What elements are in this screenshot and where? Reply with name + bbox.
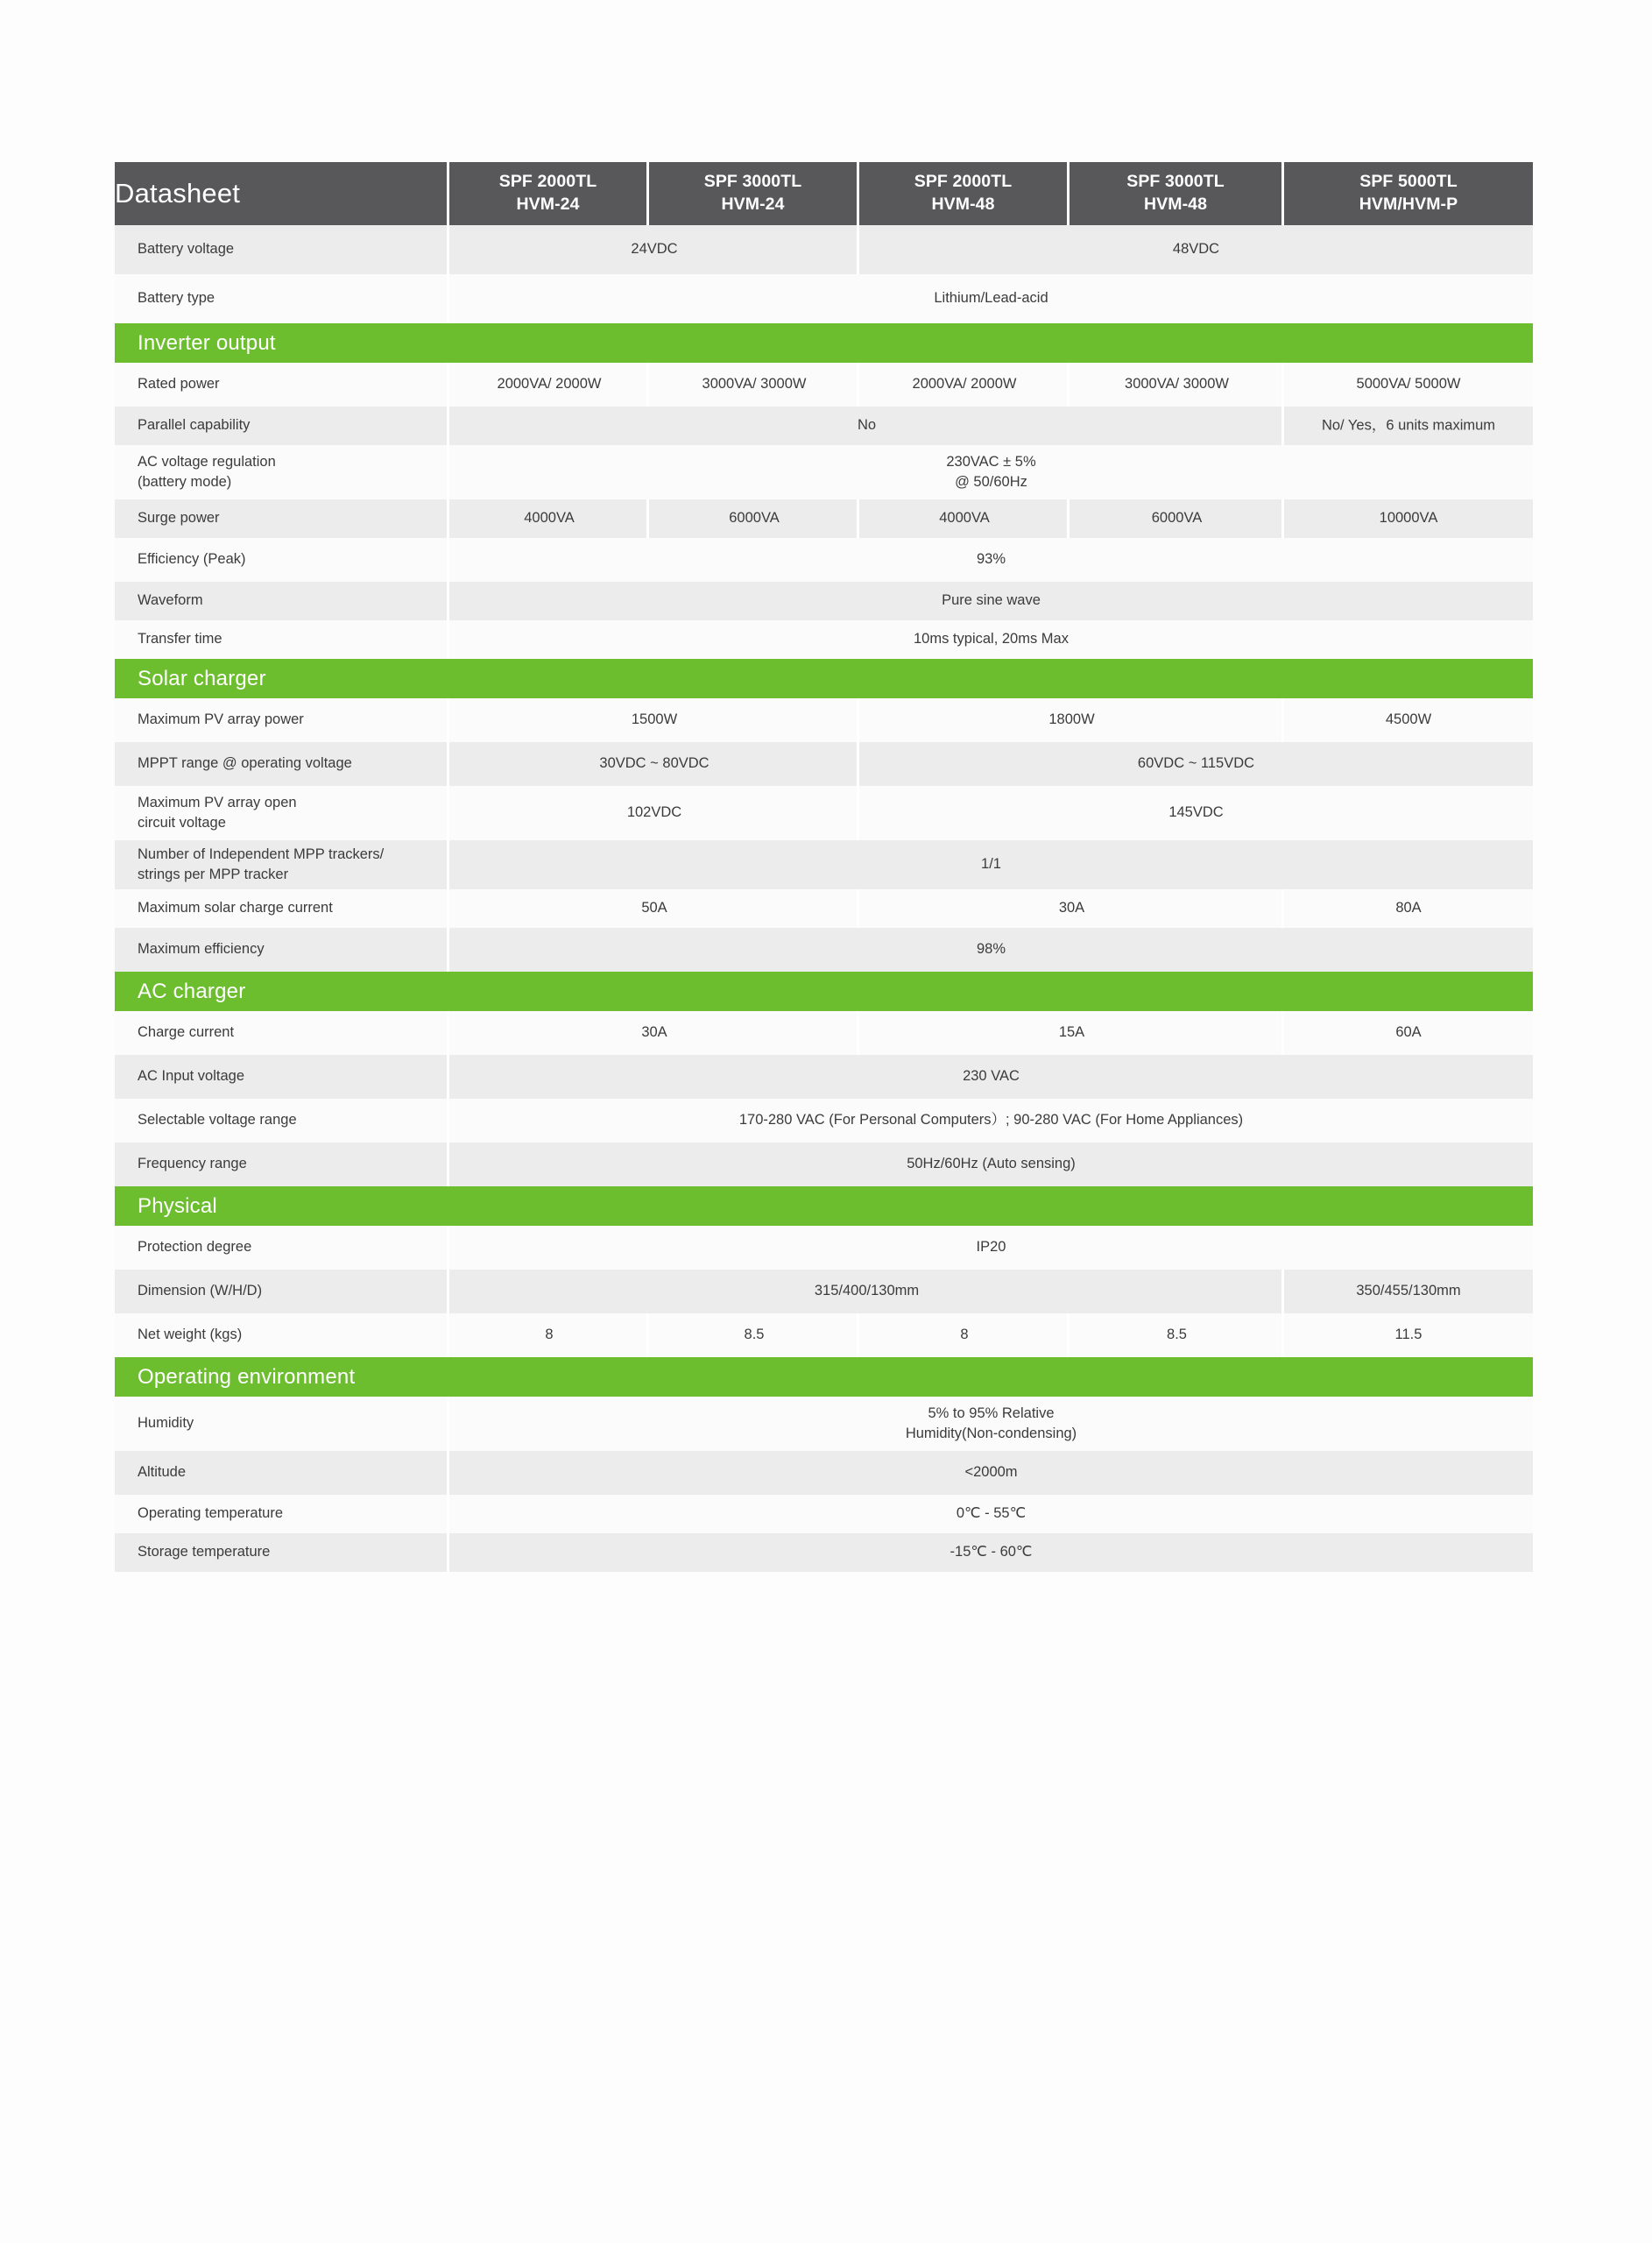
cell-rated-power-5: 5000VA/ 5000W bbox=[1284, 363, 1533, 407]
row-label-rated-power: Rated power bbox=[115, 363, 449, 407]
table-row bbox=[115, 1226, 1533, 1270]
cell-battery-voltage-24v: 24VDC bbox=[449, 225, 859, 274]
cell-rated-power-4: 3000VA/ 3000W bbox=[1070, 363, 1284, 407]
cell-max-solar-charge-current-30a: 30A bbox=[859, 889, 1284, 928]
cell-parallel-capability-no: No bbox=[449, 407, 1284, 445]
cell-surge-power-1: 4000VA bbox=[449, 499, 649, 538]
table-row bbox=[115, 538, 1533, 582]
section-header-solar-charger bbox=[115, 659, 1533, 698]
section-label: Inverter output bbox=[115, 323, 1533, 363]
row-label-operating-temperature: Operating temperature bbox=[115, 1495, 449, 1533]
cell-max-pv-array-power-1800: 1800W bbox=[859, 698, 1284, 742]
table-row bbox=[115, 1011, 1533, 1055]
model-header-5 bbox=[1284, 162, 1533, 225]
table-row bbox=[115, 499, 1533, 538]
row-label-efficiency-peak: Efficiency (Peak) bbox=[115, 538, 449, 582]
cell-waveform: Pure sine wave bbox=[449, 582, 1533, 620]
model-1-line1: SPF 2000TL bbox=[498, 172, 597, 192]
model-2-line1: SPF 3000TL bbox=[703, 172, 802, 192]
cell-operating-temperature: 0℃ - 55℃ bbox=[449, 1495, 1533, 1533]
model-5-line2: HVM/HVM-P bbox=[1359, 195, 1458, 214]
cell-efficiency-peak: 93% bbox=[449, 538, 1533, 582]
section-header-ac-charger bbox=[115, 972, 1533, 1011]
cell-net-weight-2: 8.5 bbox=[649, 1313, 859, 1357]
cell-humidity bbox=[449, 1397, 1533, 1451]
table-row bbox=[115, 1143, 1533, 1186]
row-label-waveform: Waveform bbox=[115, 582, 449, 620]
row-label-transfer-time: Transfer time bbox=[115, 620, 449, 659]
cell-ac-voltage-regulation bbox=[449, 445, 1533, 499]
row-label-protection-degree: Protection degree bbox=[115, 1226, 449, 1270]
table-row bbox=[115, 1451, 1533, 1495]
row-label-net-weight: Net weight (kgs) bbox=[115, 1313, 449, 1357]
max-pv-open-circuit-label-line1: Maximum PV array open bbox=[138, 794, 297, 810]
cell-rated-power-3: 2000VA/ 2000W bbox=[859, 363, 1070, 407]
specification-table bbox=[115, 162, 1533, 1572]
cell-charge-current-60a: 60A bbox=[1284, 1011, 1533, 1055]
row-label-altitude: Altitude bbox=[115, 1451, 449, 1495]
cell-mppt-range-48v bbox=[859, 742, 1533, 786]
cell-parallel-capability-5 bbox=[1284, 407, 1533, 445]
cell-surge-power-5: 10000VA bbox=[1284, 499, 1533, 538]
cell-net-weight-5: 11.5 bbox=[1284, 1313, 1533, 1357]
row-label-battery-type: Battery type bbox=[115, 274, 449, 323]
table-row bbox=[115, 786, 1533, 840]
section-label: Operating environment bbox=[115, 1357, 1533, 1397]
cell-max-pv-open-circuit-145-text: 145VDC bbox=[1168, 804, 1224, 821]
section-label: Physical bbox=[115, 1186, 1533, 1226]
cell-altitude: <2000m bbox=[449, 1451, 1533, 1495]
cell-battery-type: Lithium/Lead-acid bbox=[449, 274, 1533, 323]
model-3-line2: HVM-48 bbox=[931, 195, 995, 214]
row-label-mppt-range: MPPT range @ operating voltage bbox=[115, 742, 449, 786]
cell-max-efficiency: 98% bbox=[449, 928, 1533, 972]
table-row bbox=[115, 1055, 1533, 1099]
cell-surge-power-4: 6000VA bbox=[1070, 499, 1284, 538]
section-header-physical bbox=[115, 1186, 1533, 1226]
row-label-max-pv-open-circuit-voltage bbox=[115, 786, 449, 840]
cell-dimension-standard: 315/400/130mm bbox=[449, 1270, 1284, 1313]
cell-net-weight-3: 8 bbox=[859, 1313, 1070, 1357]
row-label-charge-current: Charge current bbox=[115, 1011, 449, 1055]
model-header-1 bbox=[449, 162, 649, 225]
cell-selectable-voltage-range: 170-280 VAC (For Personal Computers）; 90-280 VAC (For Home Appliances) bbox=[449, 1099, 1533, 1143]
model-header-4 bbox=[1070, 162, 1284, 225]
cell-charge-current-30a: 30A bbox=[449, 1011, 859, 1055]
section-header-inverter-output bbox=[115, 323, 1533, 363]
table-row bbox=[115, 620, 1533, 659]
row-label-parallel-capability: Parallel capability bbox=[115, 407, 449, 445]
cell-transfer-time: 10ms typical, 20ms Max bbox=[449, 620, 1533, 659]
row-label-selectable-voltage-range: Selectable voltage range bbox=[115, 1099, 449, 1143]
cell-max-solar-charge-current-50a: 50A bbox=[449, 889, 859, 928]
cell-rated-power-2: 3000VA/ 3000W bbox=[649, 363, 859, 407]
row-label-dimension: Dimension (W/H/D) bbox=[115, 1270, 449, 1313]
table-row bbox=[115, 582, 1533, 620]
humidity-value-line2: Humidity(Non-condensing) bbox=[905, 1426, 1077, 1441]
ac-voltage-regulation-label-line1: AC voltage regulation bbox=[138, 453, 276, 470]
cell-rated-power-1: 2000VA/ 2000W bbox=[449, 363, 649, 407]
cell-max-pv-open-circuit-145 bbox=[859, 786, 1533, 840]
table-header-row bbox=[115, 162, 1533, 225]
row-label-ac-input-voltage: AC Input voltage bbox=[115, 1055, 449, 1099]
row-label-max-pv-array-power: Maximum PV array power bbox=[115, 698, 449, 742]
row-label-mpp-trackers bbox=[115, 840, 449, 889]
table-row bbox=[115, 698, 1533, 742]
cell-max-pv-open-circuit-102: 102VDC bbox=[449, 786, 859, 840]
table-row bbox=[115, 928, 1533, 972]
table-row bbox=[115, 840, 1533, 889]
cell-net-weight-1: 8 bbox=[449, 1313, 649, 1357]
row-label-max-efficiency: Maximum efficiency bbox=[115, 928, 449, 972]
table-row bbox=[115, 225, 1533, 274]
humidity-value-line1: 5% to 95% Relative bbox=[928, 1405, 1055, 1421]
table-row bbox=[115, 1270, 1533, 1313]
ac-voltage-regulation-value-line1: 230VAC ± 5% bbox=[946, 453, 1036, 470]
table-row bbox=[115, 407, 1533, 445]
model-3-line1: SPF 2000TL bbox=[914, 172, 1013, 192]
cell-mppt-range-24v: 30VDC ~ 80VDC bbox=[449, 742, 859, 786]
table-row bbox=[115, 742, 1533, 786]
mpp-trackers-label-line1: Number of Independent MPP trackers/ bbox=[138, 846, 385, 862]
cell-max-pv-array-power-1500: 1500W bbox=[449, 698, 859, 742]
datasheet-title: Datasheet bbox=[115, 162, 449, 225]
model-header-3 bbox=[859, 162, 1070, 225]
cell-battery-voltage-48v: 48VDC bbox=[859, 225, 1533, 274]
table-row bbox=[115, 445, 1533, 499]
mpp-trackers-label-line2: strings per MPP tracker bbox=[138, 867, 289, 882]
cell-mpp-trackers: 1/1 bbox=[449, 840, 1533, 889]
table-row bbox=[115, 274, 1533, 323]
max-pv-open-circuit-label-line2: circuit voltage bbox=[138, 815, 226, 831]
model-5-line1: SPF 5000TL bbox=[1359, 172, 1458, 192]
cell-net-weight-4: 8.5 bbox=[1070, 1313, 1284, 1357]
table-row bbox=[115, 1495, 1533, 1533]
cell-storage-temperature: -15℃ - 60℃ bbox=[449, 1533, 1533, 1572]
cell-charge-current-15a: 15A bbox=[859, 1011, 1284, 1055]
model-header-2 bbox=[649, 162, 859, 225]
table-row bbox=[115, 1099, 1533, 1143]
table-row bbox=[115, 1533, 1533, 1572]
cell-protection-degree: IP20 bbox=[449, 1226, 1533, 1270]
row-label-ac-voltage-regulation bbox=[115, 445, 449, 499]
model-1-line2: HVM-24 bbox=[516, 195, 580, 214]
row-label-frequency-range: Frequency range bbox=[115, 1143, 449, 1186]
cell-parallel-capability-5-text: No/ Yes，6 units maximum bbox=[1321, 417, 1496, 434]
ac-voltage-regulation-value-line2: @ 50/60Hz bbox=[955, 474, 1027, 490]
row-label-surge-power: Surge power bbox=[115, 499, 449, 538]
ac-voltage-regulation-label-line2: (battery mode) bbox=[138, 474, 232, 490]
cell-frequency-range: 50Hz/60Hz (Auto sensing) bbox=[449, 1143, 1533, 1186]
row-label-humidity: Humidity bbox=[115, 1397, 449, 1451]
cell-surge-power-3: 4000VA bbox=[859, 499, 1070, 538]
section-label: AC charger bbox=[115, 972, 1533, 1011]
row-label-storage-temperature: Storage temperature bbox=[115, 1533, 449, 1572]
section-label: Solar charger bbox=[115, 659, 1533, 698]
table-row bbox=[115, 363, 1533, 407]
model-4-line2: HVM-48 bbox=[1143, 195, 1208, 214]
table-row bbox=[115, 1397, 1533, 1451]
table-row bbox=[115, 889, 1533, 928]
row-label-battery-voltage: Battery voltage bbox=[115, 225, 449, 274]
model-4-line1: SPF 3000TL bbox=[1126, 172, 1225, 192]
cell-dimension-5000: 350/455/130mm bbox=[1284, 1270, 1533, 1313]
model-2-line2: HVM-24 bbox=[721, 195, 785, 214]
cell-max-solar-charge-current-80a: 80A bbox=[1284, 889, 1533, 928]
datasheet-table-wrapper bbox=[115, 162, 1533, 1572]
table-row bbox=[115, 1313, 1533, 1357]
section-header-operating-environment bbox=[115, 1357, 1533, 1397]
cell-mppt-range-48v-text: 60VDC ~ 115VDC bbox=[1137, 755, 1255, 772]
cell-surge-power-2: 6000VA bbox=[649, 499, 859, 538]
row-label-max-solar-charge-current: Maximum solar charge current bbox=[115, 889, 449, 928]
cell-ac-input-voltage: 230 VAC bbox=[449, 1055, 1533, 1099]
cell-max-pv-array-power-4500: 4500W bbox=[1284, 698, 1533, 742]
